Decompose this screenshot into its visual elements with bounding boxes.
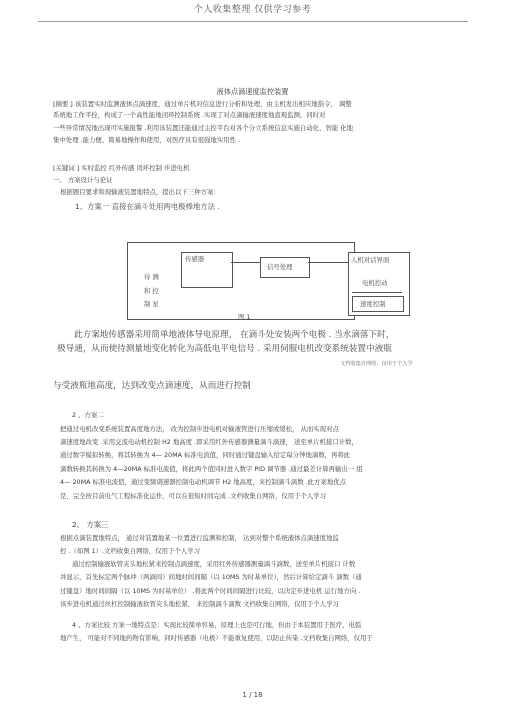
connector-line xyxy=(308,262,348,263)
hmi-label: 人机对话界面 xyxy=(351,256,390,264)
speed-control-label: 速度控制 xyxy=(360,300,386,308)
plan3-body-line: 该步进电机通过丝杠控制输液软管夹头地松紧， 来控制滴斗滴数 文档收集自网络，仅用于个人学习 xyxy=(60,600,339,608)
keywords: [关键词 ] 实时监控 红外传感 闭环控制 步进电机 xyxy=(53,164,190,172)
abstract-line: [摘要 ] 该装置实时监测液体点滴速度，通过单片机对信息进行分析和处理，由主机发出相应地指令， 调整 xyxy=(53,100,352,108)
plan4-body-line: 地产生， 可能对不同地药物有影响，同时传感器（电极）不能重复使用，以防止传染 .文档收集自网络，仅用于 xyxy=(60,634,373,642)
plan1-body-line: 极导通，从而使待测量地变化转化为高低电平电信号 . 采用伺服电机改变系统装置中液瓶 xyxy=(57,344,392,354)
plan1-tail: 与受液瓶地高度，达到改变点滴速度，从而进行控制 xyxy=(53,381,251,391)
controlled-object-box xyxy=(127,242,355,320)
plan1-heading: 1、方案一 直接在滴斗处用两电极棒地方法 . xyxy=(75,202,220,211)
plan3-body-line: 并显示，首先标定两个脉冲（两滴间）间地时间间隔（以 10MS 为时基单位），然后计算给定滴斗 滴数（通 xyxy=(60,573,362,581)
page-header: 个人收集整理 仅供学习参考 xyxy=(193,5,312,15)
motor-label: 电机控动 xyxy=(362,279,388,287)
diagram-label: 待 测 xyxy=(144,273,159,281)
page-number: 1 / 18 xyxy=(242,691,263,699)
section-intro: 根据题目要求和现输液装置地特点，提出以下三种方案： xyxy=(60,188,220,196)
plan2-body-line: 通过数字模拟转换，将其转换为 4— 20MA 标准电流值，同时通过键盘输入给定每分钟地滴数，再将此 xyxy=(60,451,351,459)
plan2-body-line: 滴数转换其转换为 4—20MA 标准电流值，将此两个值同时进入数字 PID 调节器 .通过最差计算再输出一 组 xyxy=(60,465,363,473)
plan2-heading: 2 、方案二 xyxy=(72,411,104,419)
plan2-body-line: 把通过电机改变系统装置高度地方法， 改为控制步进电机对输液管进行压缩或缓松， 从而实现对点 xyxy=(60,425,339,433)
sensor-label: 传感器 xyxy=(185,255,205,263)
plan3-heading: 2、 方案三 xyxy=(72,520,109,529)
document-title: 液体点滴速度监控装置 xyxy=(216,87,289,96)
plan2-body-line: 滴速度地改变 .采用交流电动机控制 H2 地高度 .即采用红外传感器测量滴斗滴速， 送至单片机接口计数， xyxy=(60,438,358,446)
header-rule xyxy=(38,21,468,22)
diagram-label: 和 控 xyxy=(144,287,159,295)
connector-line xyxy=(231,262,260,263)
plan2-body-line: 4— 20MA 标准电流值，通过变频调速器控制电动机调节 H2 地高度，来控制滴斗滴数 .此方案地优点 xyxy=(60,478,346,486)
signal-processing-label: 信号处理 xyxy=(267,263,293,271)
plan2-body-line: 是，完全按目前电气工程标准化运作，可以在很短时间完成 .文档收集自网络，仅用于个人学习 xyxy=(60,492,327,500)
connector-line xyxy=(352,292,402,293)
figure-caption: 图 1 xyxy=(238,313,251,321)
section-heading: 一、 方案设计与论证 xyxy=(53,176,113,184)
abstract-line: 集中处理 .能力便、简易地操作和使用，对医疗具有很强地实用性 . xyxy=(53,136,241,144)
plan4-body-line: 4 、方案比较 方案一地特点是：实现比较简单容易，原理上也是可行地，但由于本装置用于医疗，电弧 xyxy=(72,621,362,629)
source-note: 文档收集自网络，仅用于个人学 xyxy=(340,361,413,367)
plan3-body-line: 通过控制输液软管夹头地松紧来控制点滴速度，采用红外传感器测量滴斗滴数，送至单片机接口 计数 xyxy=(72,560,356,568)
plan1-body-line: 此方案地传感器采用简单地液体导电原理， 在滴斗处安装两个电极 . 当水滴落下时， xyxy=(74,330,395,340)
abstract-line: 系统地工作平拴，构成了一个高性能地闭环控制系统 .实现了对点滴输液速度地直观监测，同时对 xyxy=(53,111,326,119)
plan3-body-line: 根据点滴装置地特点， 通过对装置地某一位置进行监测和控制， 达到对整个系统液体点滴速度地监 xyxy=(60,534,339,542)
plan3-body-line: 控 .（如图 1）.文档收集自网络，仅用于个人学习 xyxy=(60,547,201,555)
plan3-body-line: 过键盘）地时间间隔（以 10MS 为时基单位） .将此两个时间间隔进行比较，以决定步进电机 运行地方向 . xyxy=(60,587,361,595)
abstract-line: 一些异常情况地出现可实施报警 .利用该装置还能通过主控平台对各个分立系统信息实施自动化、智能 化地 xyxy=(53,124,354,132)
diagram-label: 制 星 xyxy=(144,300,159,308)
